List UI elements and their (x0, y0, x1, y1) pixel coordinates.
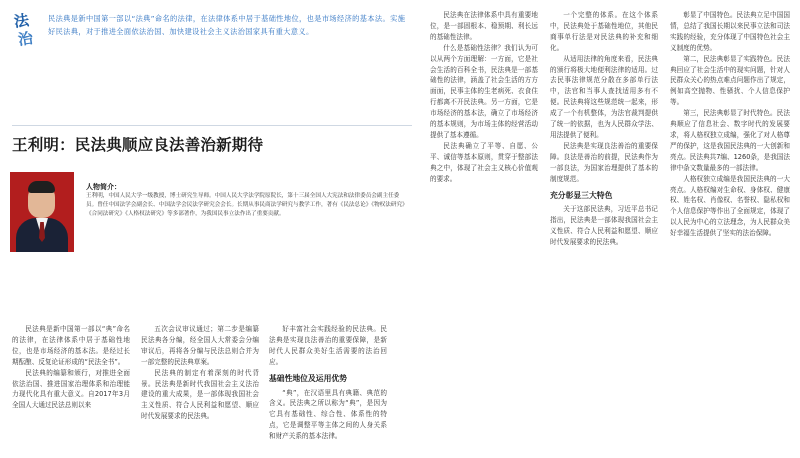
logo-char-1: 法 (13, 11, 31, 31)
bio-text: 王利明，中国人民大学一级教授，博士研究生导师。中国人民大学法学院原院长，第十三届全国人大宪法和法律委员会副主任委员。曾任中国法学会副会长、中国法学会民法学研究会会长。长期从事民商法学研究与教学工作，著有《民法总论》《物权法研究》《合同法研究》《人格权法研究》等多部著作，为我国民事立法作出了重要贡献。 (86, 193, 408, 217)
banner-intro-text: 民法典是新中国第一部以“法典”命名的法律，在法律体系中居于基础性地位，也是市场经济的基本法。实施好民法典，对于推进全面依法治国、加快建设社会主义法治国家具有重大意义。 (48, 14, 406, 36)
bio-label: 人物简介： (86, 183, 121, 191)
header-banner (0, 0, 410, 66)
paragraph: 彰显了中国特色。民法典立足中国国情，总结了我国长期以来民事立法和司法实践的经验，充分体现了中国特色社会主义制度的优势。 (670, 11, 790, 52)
paragraph: 从适用法律的角度来看，民法典的颁行将极大地便利法律的适用。过去民事法律规范分散在多部单行法中，法官和当事人查找适用多有不便。民法典将这些规范统一起来，形成了一个有机整体，为法官裁判提供了统一的依据，也为人民群众学法、用法提供了便利。 (550, 54, 658, 139)
paragraph: 五次会议审议通过；第二步是编纂民法典各分编，经全国人大常委会分编审议后，再将各分编与民法总则合并为一部完整的民法典草案。 (141, 325, 259, 366)
body-column-5 (550, 10, 658, 456)
paragraph: 民法典是新中国第一部以“典”命名的法律，在法律体系中居于基础性地位，也是市场经济的基本法。是经过长期酝酿、反复论证形成的“民法全书”。 (12, 325, 130, 366)
paragraph: 人格权独立成编是我国民法典的一大亮点。人格权编对生命权、身体权、健康权、姓名权、肖像权、名誉权、隐私权和个人信息保护等作出了全面规定，体现了以人民为中心的立法理念，为人民群众美好幸福生活提供了坚实的法治保障。 (670, 174, 790, 238)
paragraph: 第三，民法典彰显了时代特色。民法典顺应了信息社会、数字时代的发展要求，将人格权独立成编，强化了对人格尊严的保护，这是我国民法典的一大创新和亮点。民法典共7编、1260条，是我国法律中条文数量最多的一部法律。 (670, 109, 790, 172)
paragraph: 民法典是实现良法善治的重要保障。良法是善治的前提，民法典作为一部良法，为国家治理提供了基本的制度规范。 (550, 141, 658, 183)
paragraph: 一个完整的体系。在这个体系中，民法典处于基础性地位，其他民商事单行法是对民法典的补充和细化。 (550, 11, 658, 52)
paragraph: 什么是基础性法律？我们认为可以从两个方面理解：一方面，它是社会生活的百科全书，民法典是一部基础性的法律，涵盖了社会生活的方方面面，民事主体的生老病死、衣食住行都离不开民法典。另一方面，它是市场经济的基本法，确立了市场经济的基本规则，为市场主体的经营活动提供了基本遵循。 (430, 43, 538, 139)
author-portrait (10, 172, 74, 252)
portrait-hair (28, 181, 55, 193)
title-divider (12, 125, 412, 126)
logo-char-2: 治 (17, 29, 35, 49)
paragraph: 好丰富社会实践经验的民法典。民法典是实现良法善治的重要保障，是新时代人民群众美好生活需要的法治回应。 (269, 325, 387, 366)
paragraph: 第二，民法典彰显了实践特色。民法典回应了社会生活中的现实问题，针对人民群众关心的热点难点问题作出了规定，例如高空抛物、性骚扰、个人信息保护等。 (670, 54, 790, 107)
paragraph: 民法典在法律体系中具有重要地位，是一部固根本、稳预期、利长远的基础性法律。 (430, 11, 538, 41)
body-column-3 (269, 324, 387, 456)
author-bio-card (10, 172, 412, 262)
paragraph: 关于这部民法典，习近平总书记指出，民法典是一部体现我国社会主义性质、符合人民利益和愿望、顺应时代发展要求的民法典。 (550, 205, 658, 247)
body-column-6 (670, 10, 790, 456)
column-logo (10, 10, 34, 50)
section-heading: 充分彰显三大特色 (550, 190, 613, 200)
body-column-2 (141, 324, 259, 456)
paragraph: 民法典的编纂和颁行，对推进全面依法治国、推进国家治理体系和治理能力现代化具有重大意义。自2017年3月全国人大通过民法总则以来 (12, 368, 130, 410)
article-title: 王利明：民法典顺应良法善治新期待 (12, 136, 264, 154)
body-column-4 (430, 10, 538, 456)
paragraph: 民法典确立了平等、自愿、公平、诚信等基本原则，贯穿于整部法典之中，体现了社会主义核心价值观的要求。 (430, 141, 538, 183)
paragraph: 民法典的制定有着深刻的时代背景。民法典是新时代我国社会主义法治建设的重大成果，是一部体现我国社会主义性质、符合人民利益和愿望、顺应时代发展要求的民法典。 (141, 368, 259, 421)
body-column-1 (12, 324, 130, 456)
section-heading: 基础性地位及运用优势 (269, 373, 347, 383)
paragraph: “典”，在汉语里具有典籍、典范的含义。民法典之所以称为“典”，是因为它具有基础性、综合性、体系性的特点，它是调整平等主体之间的人身关系和财产关系的基本法律。 (269, 388, 387, 441)
